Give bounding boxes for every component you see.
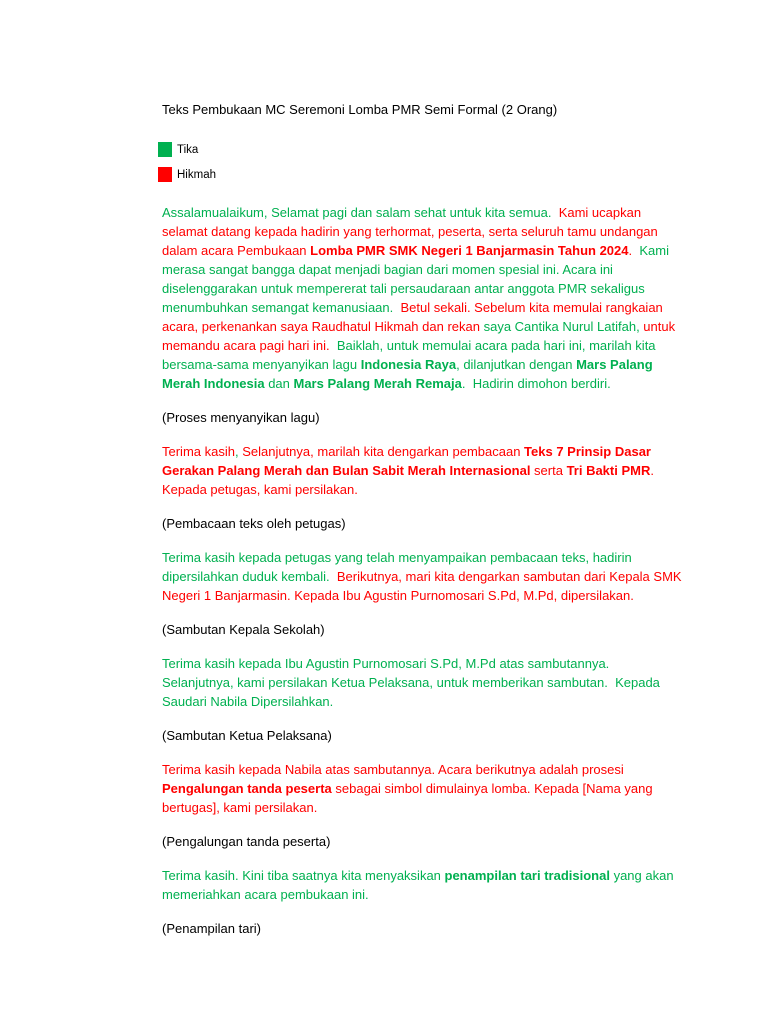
speaker-hikmah-text: serta (530, 463, 567, 478)
speaker-tika-text: , dilanjutkan dengan (456, 357, 577, 372)
speaker-tika-text: Mars Palang Merah Indonesia (162, 357, 657, 391)
speaker-hikmah-text: Terima kasih (162, 444, 235, 459)
speaker-hikmah-text: untuk memandu acara pagi hari ini. (162, 319, 679, 353)
speaker-tika-text: saya Cantika Nurul Latifah, (483, 319, 644, 334)
speaker-tika-text: Terima kasih. Kini tiba saatnya kita menyaksikan (162, 868, 445, 883)
speaker-tika-text: Baiklah, untuk memulai acara pada hari ini, marilah kita bersama-sama menyanyikan lagu (162, 338, 660, 372)
stage-direction: (Penampilan tari) (162, 921, 261, 936)
speaker-hikmah-text: . (628, 243, 640, 258)
document-body (162, 100, 686, 953)
speaker-tika-text: Kami merasa sangat bangga dapat menjadi bagian dari momen spesial ini. Acara ini diselenggarakan untuk mempererat tali persaudaraan antar anggota PMR sekaligus menumbuhkan semangat kemanusiaan. (162, 243, 673, 315)
mc-dialogue-paragraph (162, 442, 682, 499)
speaker-hikmah-text: Kami ucapkan selamat datang kepada hadirin yang terhormat, peserta, serta seluruh tamu undangan dalam acara Pembukaan (162, 205, 662, 258)
speaker-tika-text: penampilan tari tradisional (444, 868, 610, 883)
legend-item-hikmah (158, 162, 682, 187)
stage-direction: (Sambutan Ketua Pelaksana) (162, 728, 332, 743)
speaker-hikmah-text: Teks 7 Prinsip Dasar Gerakan Palang Merah dan Bulan Sabit Merah Internasional (162, 444, 655, 478)
speaker-tika-text: Terima kasih kepada Ibu Agustin Purnomosari S.Pd, M.Pd atas sambutannya. Selanjutnya, kami persilakan Ketua Pelaksana, untuk memberikan sambutan. Kepada Saudari Nabila Dipersilahkan. (162, 656, 664, 709)
legend-label: Hikmah (177, 168, 216, 181)
legend-label: Tika (177, 143, 199, 156)
mc-script (162, 203, 686, 938)
mc-dialogue-paragraph (162, 760, 682, 817)
speaker-hikmah-text: Selanjutnya, marilah kita dengarkan pembacaan (242, 444, 525, 459)
speaker-tika-text: Indonesia Raya (360, 357, 457, 372)
speaker-hikmah-text: sebagai simbol dimulainya lomba. Kepada [Nama yang bertugas], kami persilakan. (162, 781, 657, 815)
document-title: Teks Pembukaan MC Seremoni Lomba PMR Semi Formal (2 Orang) (162, 102, 558, 117)
mc-dialogue-paragraph (162, 654, 682, 711)
speaker-hikmah-text: Betul sekali. Sebelum kita memulai rangkaian acara, perkenankan saya Raudhatul Hikmah dan rekan (162, 300, 667, 334)
speaker-hikmah-text: Terima kasih kepada Nabila atas sambutannya. Acara berikutnya adalah prosesi (162, 762, 628, 777)
speaker-tika-text: Mars Palang Merah Remaja (293, 376, 462, 391)
mc-dialogue-paragraph (162, 548, 686, 605)
speaker-hikmah-text: Tri Bakti PMR (566, 463, 651, 478)
mc-dialogue-paragraph (162, 866, 682, 904)
stage-direction: (Pembacaan teks oleh petugas) (162, 516, 346, 531)
speaker-hikmah-text: Lomba PMR SMK Negeri 1 Banjarmasin Tahun 2024 (310, 243, 629, 258)
stage-direction: (Sambutan Kepala Sekolah) (162, 622, 325, 637)
stage-direction: (Proses menyanyikan lagu) (162, 410, 320, 425)
speaker-hikmah-text: Berikutnya, mari kita dengarkan sambutan dari Kepala SMK Negeri 1 Banjarmasin. Kepada Ibu Agustin Purnomosari S.Pd, M.Pd, dipersilakan. (162, 569, 686, 603)
stage-direction: (Pengalungan tanda peserta) (162, 834, 331, 849)
speaker-tika-text: . Hadirin dimohon berdiri. (461, 376, 611, 391)
speaker-tika-text: dan (264, 376, 294, 391)
speaker-tika-text: Terima kasih kepada petugas yang telah menyampaikan pembacaan teks, hadirin dipersilahkan duduk kembali. (162, 550, 636, 584)
legend-swatch-red (158, 167, 172, 182)
mc-dialogue-paragraph (162, 203, 682, 393)
legend-item-tika (158, 137, 682, 162)
speaker-tika-text: , (234, 444, 243, 459)
speaker-legend (158, 137, 682, 187)
speaker-tika-text: Assalamualaikum, Selamat pagi dan salam sehat untuk kita semua. (162, 205, 559, 220)
speaker-hikmah-text: . Kepada petugas, kami persilakan. (162, 463, 658, 497)
legend-swatch-green (158, 142, 172, 157)
speaker-hikmah-text: Pengalungan tanda peserta (162, 781, 332, 796)
speaker-tika-text: yang akan memeriahkan acara pembukaan ini. (162, 868, 678, 902)
